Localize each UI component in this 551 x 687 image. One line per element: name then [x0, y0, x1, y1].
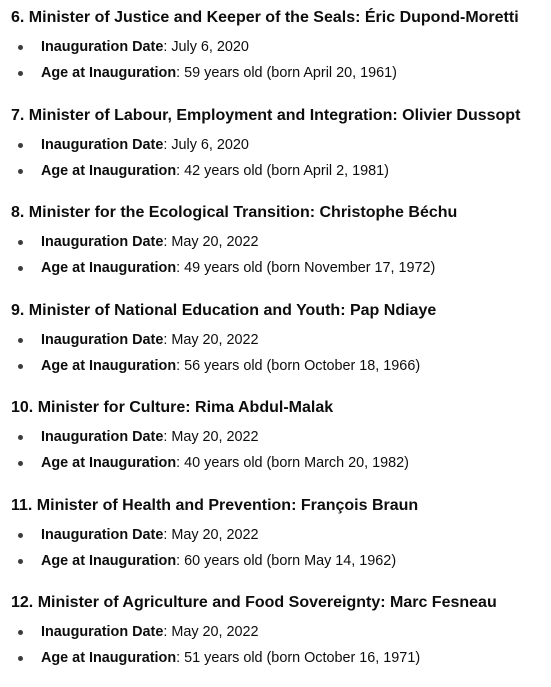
entry-heading: 7. Minister of Labour, Employment and Integration: Olivier Dussopt [11, 106, 521, 124]
fact-separator: : [163, 136, 172, 153]
fact-label: Inauguration Date [41, 526, 164, 543]
bullet-icon [18, 45, 23, 50]
bullet-icon [18, 71, 23, 76]
minister-entry-6 [11, 4, 551, 102]
fact-value: 51 years old (born October 16, 1971) [184, 650, 421, 666]
fact-value: May 20, 2022 [171, 429, 259, 445]
fact-value: 40 years old (born March 20, 1982) [184, 455, 409, 471]
inauguration-date-item [11, 327, 551, 353]
fact-value: 59 years old (born April 20, 1961) [184, 65, 397, 81]
fact-list [11, 327, 551, 379]
age-item [11, 548, 551, 574]
minister-entry-9 [11, 297, 551, 395]
minister-entry-7 [11, 102, 551, 200]
fact-label: Age at Inauguration [41, 260, 177, 276]
entry-heading: 8. Minister for the Ecological Transition: Christophe Béchu [11, 204, 458, 221]
fact-separator: : [163, 624, 172, 640]
bullet-icon [18, 630, 23, 635]
bullet-icon [18, 364, 23, 369]
fact-label: Age at Inauguration [41, 650, 177, 666]
age-item [11, 645, 551, 671]
fact-label: Age at Inauguration [41, 552, 177, 569]
fact-value: 56 years old (born October 18, 1966) [184, 357, 421, 374]
fact-separator: : [176, 162, 185, 179]
fact-label: Age at Inauguration [41, 357, 177, 374]
inauguration-date-item [11, 34, 551, 60]
age-item [11, 450, 551, 476]
minister-entry-8 [11, 199, 551, 297]
bullet-icon [18, 461, 23, 466]
entry-heading: 10. Minister for Culture: Rima Abdul-Malak [11, 399, 334, 416]
fact-label: Inauguration Date [41, 39, 164, 55]
fact-value: July 6, 2020 [171, 39, 249, 55]
fact-separator: : [176, 260, 185, 276]
fact-label: Inauguration Date [41, 234, 164, 250]
age-item [11, 353, 551, 379]
bullet-icon [18, 656, 23, 661]
minister-entry-10 [11, 394, 551, 492]
fact-separator: : [176, 65, 185, 81]
fact-value: 60 years old (born May 14, 1962) [184, 552, 397, 569]
age-item [11, 158, 551, 184]
fact-separator: : [176, 357, 185, 374]
fact-value: 42 years old (born April 2, 1981) [184, 162, 389, 179]
fact-label: Inauguration Date [41, 624, 164, 640]
fact-label: Age at Inauguration [41, 162, 177, 179]
bullet-icon [18, 533, 23, 538]
fact-list [11, 34, 551, 86]
fact-separator: : [176, 650, 185, 666]
bullet-icon [18, 559, 23, 564]
inauguration-date-item [11, 229, 551, 255]
age-item [11, 60, 551, 86]
entry-heading: 11. Minister of Health and Prevention: François Braun [11, 496, 419, 514]
fact-value: 49 years old (born November 17, 1972) [184, 260, 436, 276]
minister-entry-11 [11, 492, 551, 590]
fact-list [11, 424, 551, 476]
fact-list [11, 522, 551, 574]
fact-separator: : [163, 39, 172, 55]
fact-label: Age at Inauguration [41, 65, 177, 81]
fact-list [11, 132, 551, 184]
bullet-icon [18, 143, 23, 148]
fact-value: May 20, 2022 [171, 526, 259, 543]
fact-separator: : [163, 526, 172, 543]
fact-separator: : [163, 429, 172, 445]
fact-label: Inauguration Date [41, 331, 164, 348]
fact-list [11, 229, 551, 281]
minister-entry-12 [11, 589, 551, 687]
fact-separator: : [163, 331, 172, 348]
fact-label: Age at Inauguration [41, 455, 177, 471]
inauguration-date-item [11, 132, 551, 158]
fact-separator: : [163, 234, 172, 250]
fact-value: May 20, 2022 [171, 624, 259, 640]
bullet-icon [18, 338, 23, 343]
fact-value: July 6, 2020 [171, 136, 249, 153]
inauguration-date-item [11, 424, 551, 450]
fact-value: May 20, 2022 [171, 234, 259, 250]
bullet-icon [18, 169, 23, 174]
fact-separator: : [176, 455, 185, 471]
bullet-icon [18, 240, 23, 245]
fact-label: Inauguration Date [41, 136, 164, 153]
entry-heading: 6. Minister of Justice and Keeper of the Seals: Éric Dupond-Moretti [11, 9, 519, 26]
fact-value: May 20, 2022 [171, 331, 259, 348]
inauguration-date-item [11, 619, 551, 645]
age-item [11, 255, 551, 281]
entry-heading: 9. Minister of National Education and Youth: Pap Ndiaye [11, 301, 437, 319]
bullet-icon [18, 435, 23, 440]
fact-list [11, 619, 551, 671]
bullet-icon [18, 266, 23, 271]
fact-separator: : [176, 552, 185, 569]
inauguration-date-item [11, 522, 551, 548]
entry-heading: 12. Minister of Agriculture and Food Sovereignty: Marc Fesneau [11, 594, 497, 611]
fact-label: Inauguration Date [41, 429, 164, 445]
